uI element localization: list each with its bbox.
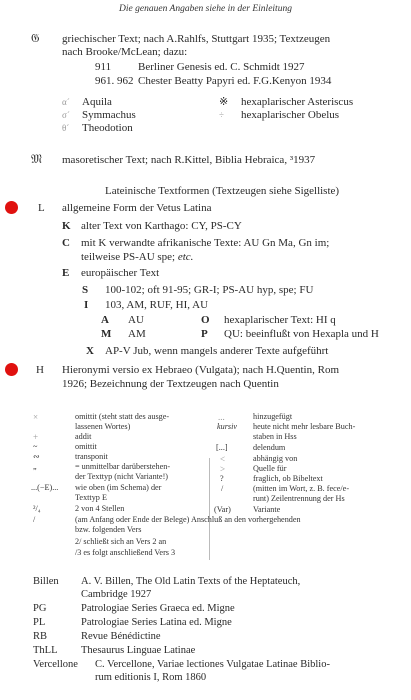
witness-961-number: 961. 962: [95, 75, 134, 87]
abbr-rb: RB: [33, 631, 48, 642]
slash-line-4: /3 es folgt anschließend Vers 3: [75, 548, 176, 557]
sign-omittit-x-desc-2: lassenen Wortes): [75, 422, 131, 431]
text-I: 103, AM, RUF, HI, AU: [105, 299, 209, 311]
abbr-pg: PG: [33, 603, 47, 614]
slash-symbol: /: [33, 515, 36, 524]
sign-kursiv-desc-1: heute nicht mehr lesbare Buch-: [253, 422, 356, 431]
theodotion-symbol: θ´: [62, 123, 70, 133]
obelus-symbol: ÷: [219, 110, 224, 120]
siglum-P: P: [201, 328, 208, 340]
sign-transponit: ∾: [33, 452, 40, 461]
text-A: AU: [128, 314, 144, 326]
aquila-symbol: α´: [62, 97, 70, 107]
symmachus-symbol: σ´: [62, 110, 70, 120]
sign-delendum: [...]: [216, 443, 228, 452]
sign-fraction: ²/₄: [33, 504, 41, 513]
slash-line-1: (am Anfang oder Ende der Belege) Anschluß an den vorhergehenden: [75, 515, 301, 524]
abbr-thll-desc: Thesaurus Linguae Latinae: [81, 645, 196, 656]
sign-kursiv-desc-2: staben in Hss: [253, 432, 297, 441]
text-C-etc: etc.: [177, 251, 194, 263]
sign-quelle: >: [220, 464, 226, 474]
siglum-L: L: [38, 202, 45, 214]
sign-variante: (Var): [214, 505, 231, 514]
sign-addit: +: [33, 432, 39, 442]
sign-omittit-x-desc-1: omittit (steht statt des ausge-: [75, 412, 170, 421]
symmachus-label: Symmachus: [82, 109, 136, 121]
greek-line-2: nach Brooke/McLean; dazu:: [62, 46, 188, 58]
sign-zeilentrennung: /: [221, 484, 224, 493]
sign-transponit-desc: transponit: [75, 452, 108, 461]
witness-911-number: 911: [95, 61, 112, 73]
sign-abhaengig-desc: abhängig von: [253, 454, 298, 463]
signs-divider: [209, 458, 210, 560]
abbr-vercellone: Vercellone: [33, 659, 78, 670]
abbr-billen: Billen: [33, 576, 59, 587]
sign-hinzugefuegt-desc: hinzugefügt: [253, 412, 293, 421]
text-E: europäischer Text: [81, 267, 160, 279]
siglum-A: A: [101, 314, 109, 326]
sign-quelle-desc: Quelle für: [253, 464, 287, 473]
masoretic-text: masoretischer Text; nach R.Kittel, Biblia Hebraica, ³1937: [62, 154, 316, 166]
text-C-line-1: mit K verwandte afrikanische Texte: AU Gn Ma, Gn im;: [81, 237, 330, 249]
red-marker-H: [5, 363, 18, 376]
sign-omittit-x: ×: [33, 412, 39, 422]
greek-line-1: griechischer Text; nach A.Rahlfs, Stuttgart 1935; Textzeugen: [62, 33, 331, 45]
text-O: hexaplarischer Text: HI q: [224, 314, 336, 326]
sign-omittit-tilde-desc: omittit: [75, 442, 97, 451]
text-H-line-1: Hieronymi versio ex Hebraeo (Vulgata); nach H.Quentin, Rom: [62, 364, 340, 376]
obelus-label: hexaplarischer Obelus: [241, 109, 340, 121]
latin-heading: Lateinische Textformen (Textzeugen siehe Sigelliste): [105, 185, 340, 197]
slash-line-2: bzw. folgenden Vers: [75, 525, 142, 534]
siglum-O: O: [201, 314, 210, 326]
siglum-K: K: [62, 220, 71, 232]
abbr-billen-desc-1: A. V. Billen, The Old Latin Texts of the Heptateuch,: [81, 576, 301, 587]
abbr-pg-desc: Patrologiae Series Graeca ed. Migne: [81, 603, 235, 614]
sign-schema: ...(−E)...: [31, 483, 59, 492]
witness-961-text: Chester Beatty Papyri ed. F.G.Kenyon 1934: [138, 75, 332, 87]
siglum-I: I: [84, 299, 89, 311]
abbr-pl-desc: Patrologiae Series Latina ed. Migne: [81, 617, 232, 628]
siglum-X: X: [86, 345, 94, 357]
sign-ditto-desc-2: der Texttyp (nicht Variante!): [75, 472, 169, 481]
siglum-H: H: [36, 364, 44, 376]
text-P: QU: beeinflußt von Hexapla und H: [224, 328, 379, 340]
sign-fraction-desc: 2 von 4 Stellen: [75, 504, 125, 513]
sign-fraglich-desc: fraglich, ob Bibeltext: [253, 474, 323, 483]
sign-fraglich: ?: [220, 474, 224, 483]
text-C-line-2a: teilweise PS-AU spe;: [81, 251, 178, 263]
text-H-line-2: 1926; Bezeichnung der Textzeugen nach Quentin: [62, 378, 279, 390]
aquila-label: Aquila: [82, 96, 112, 108]
sign-ditto: „: [33, 462, 37, 471]
siglum-S: S: [82, 284, 89, 296]
abbr-thll: ThLL: [33, 645, 58, 656]
sign-variante-desc: Variante: [253, 505, 281, 514]
asteriscus-label: hexaplarischer Asteriscus: [241, 96, 354, 108]
abbr-billen-desc-2: Cambridge 1927: [81, 589, 152, 600]
text-X: AP-V Jub, wenn mangels anderer Texte aufgeführt: [105, 345, 329, 357]
text-L: allgemeine Form der Vetus Latina: [62, 202, 212, 214]
greek-siglum: 𝔊: [31, 31, 40, 45]
sign-addit-desc: addit: [75, 432, 92, 441]
witness-911-text: Berliner Genesis ed. C. Schmidt 1927: [138, 61, 305, 73]
abbr-vercellone-desc-2: rum editionis I, Rom 1860: [95, 672, 207, 683]
sign-schema-desc-2: Texttyp E: [75, 493, 107, 502]
sign-ditto-desc-1: = unmittelbar darüberstehen-: [75, 462, 171, 471]
sign-zeilentrennung-desc-2: runt) Zeilentrennung der Hs: [253, 494, 345, 503]
text-S: 100-102; oft 91-95; GR-I; PS-AU hyp, spe; FU: [105, 284, 314, 296]
text-M: AM: [128, 328, 146, 340]
red-marker-L: [5, 201, 18, 214]
theodotion-label: Theodotion: [82, 122, 133, 134]
siglum-M: M: [101, 328, 112, 340]
text-C-line-2: [81, 251, 193, 264]
sign-schema-desc-1: wie oben (im Schema) der: [75, 483, 162, 492]
sign-delendum-desc: delendum: [253, 443, 286, 452]
text-K: alter Text von Karthago: CY, PS-CY: [81, 220, 242, 232]
sign-zeilentrennung-desc-1: (mitten im Wort, z. B. fece/e-: [253, 484, 350, 493]
asteriscus-symbol: ※: [219, 96, 229, 108]
siglum-C: C: [62, 237, 70, 249]
abbr-vercellone-desc-1: C. Vercellone, Variae lectiones Vulgatae Latinae Biblio-: [95, 659, 330, 670]
sign-omittit-tilde: ~: [33, 442, 38, 451]
sign-abhaengig: <: [220, 454, 226, 464]
running-header: Die genauen Angaben siehe in der Einleitung: [119, 4, 292, 14]
abbr-pl: PL: [33, 617, 46, 628]
masoretic-siglum: 𝔐: [31, 152, 43, 166]
slash-line-3: 2/ schließt sich an Vers 2 an: [75, 537, 167, 546]
abbr-rb-desc: Revue Bénédictine: [81, 631, 161, 642]
sign-kursiv: kursiv: [217, 422, 238, 431]
sign-hinzugefuegt: ...: [218, 412, 225, 422]
siglum-E: E: [62, 267, 70, 279]
